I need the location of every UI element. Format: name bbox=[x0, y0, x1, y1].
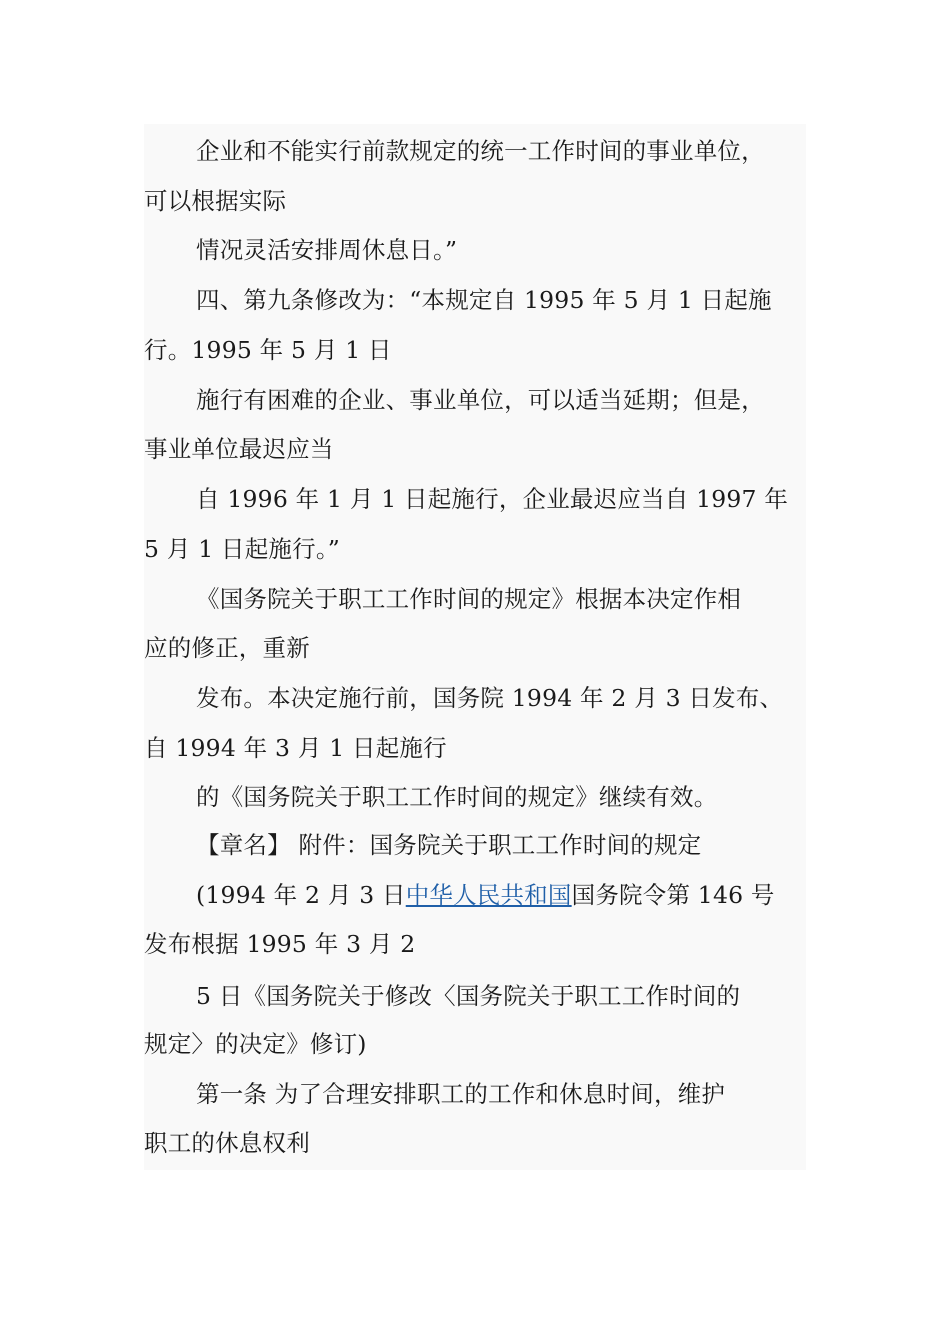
text-line: 自 1996 年 1 月 1 日起施行，企业最迟应当自 1997 年 bbox=[196, 485, 789, 513]
text-line: 5 月 1 日起施行。” bbox=[144, 535, 340, 563]
text-line: 可以根据实际 bbox=[144, 187, 287, 215]
text-line: 施行有困难的企业、事业单位，可以适当延期；但是， bbox=[196, 386, 765, 414]
text-line: 行。1995 年 5 月 1 日 bbox=[144, 336, 392, 364]
text-segment: (1994 年 2 月 3 日 bbox=[196, 881, 406, 909]
text-line: 职工的休息权利 bbox=[144, 1129, 310, 1157]
text-line bbox=[196, 880, 775, 910]
text-line: 发布。本决定施行前，国务院 1994 年 2 月 3 日发布、 bbox=[196, 684, 784, 712]
text-line: 5 日《国务院关于修改〈国务院关于职工工作时间的 bbox=[196, 982, 741, 1010]
text-line: 企业和不能实行前款规定的统一工作时间的事业单位， bbox=[196, 137, 765, 165]
chapter-title-line: 【章名】 附件：国务院关于职工工作时间的规定 bbox=[196, 831, 702, 859]
text-line: 自 1994 年 3 月 1 日起施行 bbox=[144, 734, 447, 762]
article-one-line: 第一条 为了合理安排职工的工作和休息时间，维护 bbox=[196, 1080, 726, 1108]
text-line: 的《国务院关于职工工作时间的规定》继续有效。 bbox=[196, 783, 718, 811]
text-line: 应的修正，重新 bbox=[144, 634, 310, 662]
document-text-block bbox=[144, 124, 806, 1170]
text-line: 事业单位最迟应当 bbox=[144, 435, 334, 463]
text-line: 情况灵活安排周休息日。” bbox=[196, 236, 458, 264]
prc-link[interactable]: 中华人民共和国 bbox=[405, 881, 572, 909]
text-line: 规定〉的决定》修订) bbox=[144, 1030, 367, 1058]
text-line: 发布根据 1995 年 3 月 2 bbox=[144, 930, 416, 958]
text-segment: 国务院令第 146 号 bbox=[571, 881, 775, 909]
text-line: 《国务院关于职工工作时间的规定》根据本决定作相 bbox=[196, 585, 742, 613]
text-line: 四、第九条修改为：“本规定自 1995 年 5 月 1 日起施 bbox=[196, 286, 772, 314]
